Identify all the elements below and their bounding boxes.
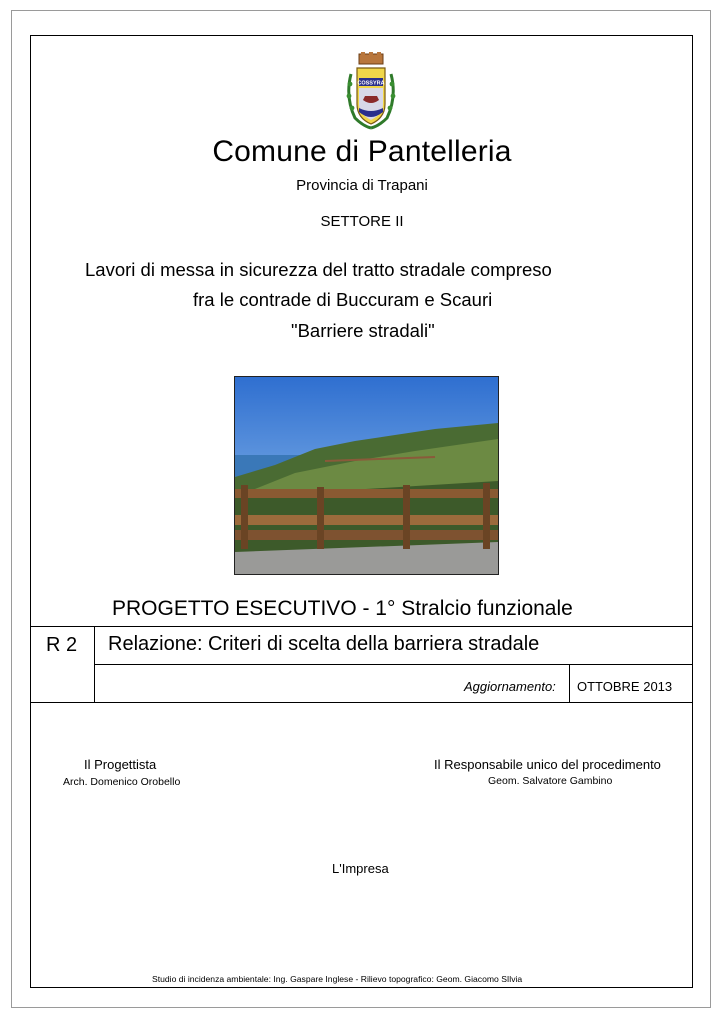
designer-role: Il Progettista <box>84 757 157 772</box>
svg-text:COSSYRA: COSSYRA <box>357 80 385 87</box>
municipal-crest-icon <box>343 52 399 132</box>
footer-credits: Studio di incidenza ambientale: Ing. Gaspare Inglese - Rilievo topografico: Geom. Giacomo SIlvia <box>152 974 523 984</box>
table-bottom-line <box>30 702 693 703</box>
document-title: Relazione: Criteri di scelta della barriera stradale <box>108 633 540 655</box>
manager-name: Geom. Salvatore Gambino <box>488 775 613 787</box>
manager-role: Il Responsabile unico del procedimento <box>434 757 661 772</box>
document-code: R 2 <box>46 634 78 656</box>
designer-name: Arch. Domenico Orobello <box>63 776 181 788</box>
table-middle-line <box>94 664 693 665</box>
works-description-line1: Lavori di messa in sicurezza del tratto stradale compreso <box>85 259 552 280</box>
table-code-divider <box>94 626 95 702</box>
update-label: Aggiornamento: <box>464 679 556 694</box>
works-description-line3: "Barriere stradali" <box>291 320 435 341</box>
table-top-line <box>30 626 693 627</box>
province-label: Provincia di Trapani <box>296 177 428 194</box>
page-title: Comune di Pantelleria <box>212 135 512 168</box>
company-label: L'Impresa <box>332 861 389 876</box>
update-date: OTTOBRE 2013 <box>577 679 673 694</box>
project-phase: PROGETTO ESECUTIVO - 1° Stralcio funzionale <box>112 597 573 620</box>
road-barrier-photo <box>234 376 499 575</box>
table-date-divider <box>569 664 570 702</box>
works-description-line2: fra le contrade di Buccuram e Scauri <box>193 289 493 310</box>
sector-label: SETTORE II <box>320 213 404 230</box>
